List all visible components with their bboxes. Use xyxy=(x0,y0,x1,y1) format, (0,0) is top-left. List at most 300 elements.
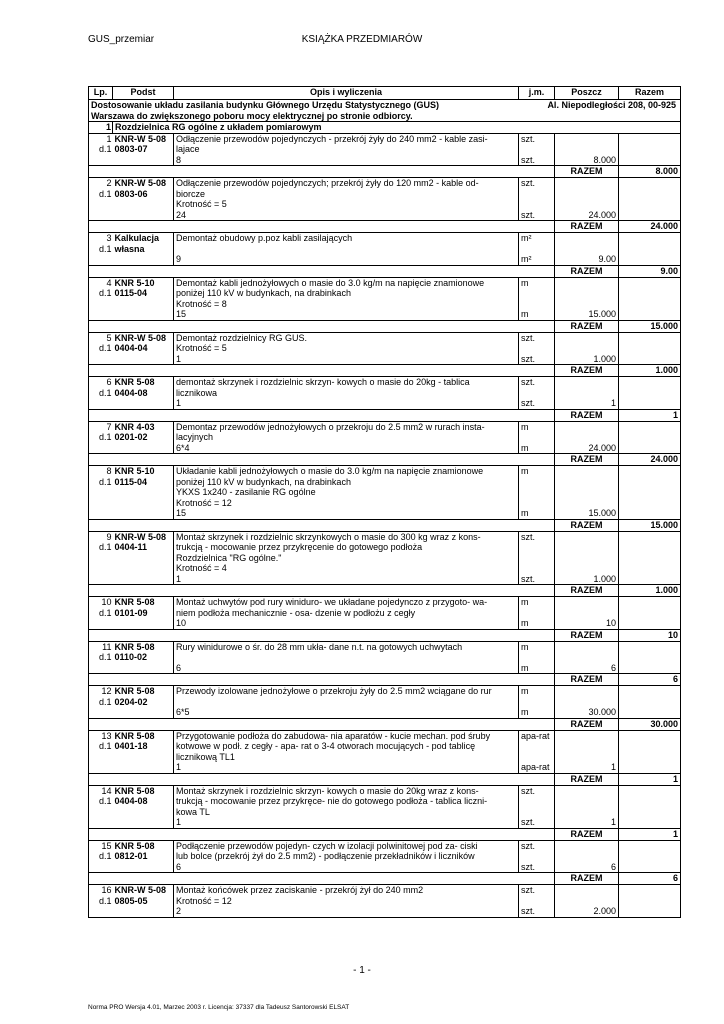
item-blank xyxy=(619,574,681,585)
item-blank xyxy=(555,896,619,907)
razem-row xyxy=(89,674,681,686)
item-blank xyxy=(519,144,555,155)
item-blank xyxy=(555,652,619,663)
razem-total: 15.000 xyxy=(619,320,681,332)
razem-spacer xyxy=(89,519,555,531)
table-row-continuation xyxy=(89,752,681,763)
item-d-code: d.1 xyxy=(89,652,113,663)
razem-row xyxy=(89,454,681,466)
razem-row xyxy=(89,365,681,377)
item-blank xyxy=(113,862,174,873)
item-blank xyxy=(113,155,174,166)
table-row xyxy=(89,466,681,477)
table-row-continuation xyxy=(89,906,681,917)
razem-spacer xyxy=(89,409,555,421)
item-calc-unit: m xyxy=(519,618,555,629)
table-row xyxy=(89,332,681,343)
razem-total: 30.000 xyxy=(619,718,681,730)
item-blank xyxy=(89,553,113,564)
item-blank xyxy=(555,466,619,477)
item-number: 15 xyxy=(89,840,113,851)
item-blank xyxy=(619,178,681,189)
item-blank xyxy=(519,796,555,807)
item-blank xyxy=(555,851,619,862)
table-row-continuation xyxy=(89,388,681,399)
item-blank xyxy=(519,477,555,488)
item-description-line: Układanie kabli jednożyłowych o masie do 3.0 kg/m na napięcie znamionowe xyxy=(174,466,519,477)
table-row-continuation xyxy=(89,796,681,807)
item-blank xyxy=(519,244,555,255)
table-row-continuation xyxy=(89,244,681,255)
item-blank xyxy=(519,288,555,299)
item-blank xyxy=(89,299,113,310)
col-header-poszcz: Poszcz xyxy=(555,87,619,100)
item-blank xyxy=(619,354,681,365)
item-calculation: 1 xyxy=(174,574,519,585)
item-blank xyxy=(89,707,113,718)
razem-total: 9.00 xyxy=(619,265,681,277)
item-unit: szt. xyxy=(519,377,555,388)
item-blank xyxy=(619,443,681,454)
item-blank xyxy=(619,762,681,773)
table-row-continuation xyxy=(89,487,681,498)
page-number: - 1 - xyxy=(353,965,371,976)
razem-label: RAZEM xyxy=(555,519,619,531)
item-unit: m xyxy=(519,686,555,697)
razem-total: 1 xyxy=(619,828,681,840)
item-basis: Kalkulacja xyxy=(113,233,174,244)
razem-total: 1 xyxy=(619,409,681,421)
item-calc-unit: szt. xyxy=(519,862,555,873)
table-row-continuation xyxy=(89,189,681,200)
item-description-line: YKXS 1x240 - zasilanie RG ogólne xyxy=(174,487,519,498)
item-blank xyxy=(113,508,174,519)
razem-spacer xyxy=(89,773,555,785)
item-blank xyxy=(619,652,681,663)
table-row xyxy=(89,785,681,796)
razem-row xyxy=(89,773,681,785)
item-blank xyxy=(89,508,113,519)
item-calc-unit: m xyxy=(519,663,555,674)
item-blank xyxy=(619,785,681,796)
item-number: 10 xyxy=(89,597,113,608)
item-blank xyxy=(519,652,555,663)
item-unit: m² xyxy=(519,233,555,244)
table-row xyxy=(89,531,681,542)
razem-spacer xyxy=(89,674,555,686)
item-unit: szt. xyxy=(519,885,555,896)
item-basis-code: własna xyxy=(114,243,145,254)
item-blank xyxy=(519,896,555,907)
item-blank xyxy=(89,155,113,166)
item-quantity: 15.000 xyxy=(555,508,619,519)
item-blank xyxy=(519,563,555,574)
item-blank xyxy=(89,487,113,498)
item-calculation: 6*4 xyxy=(174,443,519,454)
item-blank xyxy=(113,254,174,265)
item-description-line: lajace xyxy=(174,144,519,155)
item-blank xyxy=(619,531,681,542)
item-basis: KNR 5-08 xyxy=(113,377,174,388)
item-description-line xyxy=(174,244,519,255)
item-blank xyxy=(555,432,619,443)
table-row-continuation xyxy=(89,508,681,519)
item-quantity: 30.000 xyxy=(555,707,619,718)
item-blank xyxy=(519,542,555,553)
item-blank xyxy=(619,277,681,288)
item-blank xyxy=(89,574,113,585)
item-number: 16 xyxy=(89,885,113,896)
item-unit: m xyxy=(519,641,555,652)
item-blank xyxy=(619,388,681,399)
item-blank xyxy=(113,299,174,310)
col-header-opis: Opis i wyliczenia xyxy=(174,87,519,100)
item-blank xyxy=(555,332,619,343)
item-blank xyxy=(619,796,681,807)
item-blank xyxy=(619,498,681,509)
item-unit: apa-rat xyxy=(519,730,555,741)
item-calculation: 6*5 xyxy=(174,707,519,718)
item-number: 6 xyxy=(89,377,113,388)
item-quantity: 1 xyxy=(555,817,619,828)
razem-total: 8.000 xyxy=(619,166,681,178)
item-description-line: niem podłoża mechanicznie - osa- dzenie w podłożu z cegły xyxy=(174,608,519,619)
razem-row xyxy=(89,718,681,730)
item-blank xyxy=(619,618,681,629)
item-number: 13 xyxy=(89,730,113,741)
item-blank xyxy=(113,199,174,210)
table-row xyxy=(89,840,681,851)
table-row-continuation xyxy=(89,432,681,443)
item-blank xyxy=(89,398,113,409)
item-description-line: Krotność = 8 xyxy=(174,299,519,310)
table-row-continuation xyxy=(89,299,681,310)
item-quantity: 1 xyxy=(555,398,619,409)
razem-row xyxy=(89,585,681,597)
item-blank xyxy=(113,752,174,763)
table-row-continuation xyxy=(89,896,681,907)
item-basis-code: 0404-08 xyxy=(114,387,148,398)
razem-spacer xyxy=(89,873,555,885)
header-document-name: GUS_przemiar xyxy=(88,34,155,45)
item-blank xyxy=(555,233,619,244)
table-row-continuation xyxy=(89,443,681,454)
item-blank xyxy=(555,553,619,564)
item-basis: KNR-W 5-08 xyxy=(113,133,174,144)
item-blank xyxy=(555,597,619,608)
item-description-line: Rozdzielnica "RG ogólne." xyxy=(174,553,519,564)
item-description-line: biorcze xyxy=(174,189,519,200)
razem-label: RAZEM xyxy=(555,409,619,421)
razem-label: RAZEM xyxy=(555,629,619,641)
table-row-continuation xyxy=(89,663,681,674)
item-basis-code: 0115-04 xyxy=(114,288,148,298)
item-calc-unit: m xyxy=(519,508,555,519)
item-unit: szt. xyxy=(519,332,555,343)
item-blank xyxy=(555,189,619,200)
item-blank xyxy=(519,807,555,818)
item-blank xyxy=(519,752,555,763)
razem-total: 6 xyxy=(619,674,681,686)
item-blank xyxy=(113,498,174,509)
item-description-line: poniżej 110 kV w budynkach, na drabinkach xyxy=(174,288,519,299)
razem-spacer xyxy=(89,221,555,233)
item-description-line xyxy=(174,652,519,663)
item-blank xyxy=(89,762,113,773)
item-blank xyxy=(619,697,681,708)
item-basis-code: 0401-18 xyxy=(114,741,148,751)
razem-label: RAZEM xyxy=(555,773,619,785)
item-basis-code: 0115-04 xyxy=(114,476,148,487)
software-license-note: Norma PRO Wersja 4.01, Marzec 2003 r. Licencja: 37337 dla Tadeusz Santorowski ELSAT xyxy=(88,1004,350,1011)
section-title: Rozdzielnica RG ogólne z układem pomiarowym xyxy=(113,122,681,134)
razem-spacer xyxy=(89,828,555,840)
header-title: KSIĄŻKA PRZEDMIARÓW xyxy=(301,34,423,45)
item-description-line: Demontaż kabli jednożyłowych o masie do 3.0 kg/m na napięcie znamionowe xyxy=(174,277,519,288)
table-row-continuation xyxy=(89,608,681,619)
table-row-continuation xyxy=(89,254,681,265)
item-blank xyxy=(519,697,555,708)
razem-row xyxy=(89,221,681,233)
item-blank xyxy=(619,840,681,851)
item-number: 3 xyxy=(89,233,113,244)
item-blank xyxy=(519,608,555,619)
razem-label: RAZEM xyxy=(555,873,619,885)
table-header-row xyxy=(89,87,681,100)
item-calculation: 1 xyxy=(174,762,519,773)
item-basis: KNR-W 5-08 xyxy=(113,885,174,896)
item-calc-unit: m xyxy=(519,707,555,718)
razem-label: RAZEM xyxy=(555,166,619,178)
table-row-continuation xyxy=(89,498,681,509)
item-description-line: lacyjnych xyxy=(174,432,519,443)
item-calculation: 2 xyxy=(174,906,519,917)
item-description-line: Demontaż obudowy p.poz kabli zasilających xyxy=(174,233,519,244)
item-basis-code: 0812-01 xyxy=(114,851,148,861)
item-calc-unit: m xyxy=(519,443,555,454)
item-blank xyxy=(519,432,555,443)
item-blank xyxy=(619,377,681,388)
item-blank xyxy=(555,531,619,542)
item-number: 7 xyxy=(89,421,113,432)
item-description-line: kowa TL xyxy=(174,807,519,818)
table-row xyxy=(89,730,681,741)
item-calc-unit: szt. xyxy=(519,906,555,917)
item-blank xyxy=(519,189,555,200)
item-blank xyxy=(113,563,174,574)
item-blank xyxy=(89,254,113,265)
razem-label: RAZEM xyxy=(555,454,619,466)
item-blank xyxy=(519,553,555,564)
item-blank xyxy=(113,663,174,674)
table-row-continuation xyxy=(89,697,681,708)
razem-total: 1.000 xyxy=(619,365,681,377)
razem-spacer xyxy=(89,320,555,332)
item-blank xyxy=(113,487,174,498)
item-number: 14 xyxy=(89,785,113,796)
table-row xyxy=(89,421,681,432)
item-blank xyxy=(619,432,681,443)
table-row-continuation xyxy=(89,618,681,629)
item-basis-code: 0201-02 xyxy=(114,432,148,442)
item-blank xyxy=(555,785,619,796)
item-basis-code: 0803-07 xyxy=(114,144,148,154)
table-row-continuation xyxy=(89,817,681,828)
razem-total: 1 xyxy=(619,773,681,785)
item-blank xyxy=(113,707,174,718)
item-quantity: 24.000 xyxy=(555,210,619,221)
item-blank xyxy=(113,618,174,629)
razem-spacer xyxy=(89,718,555,730)
razem-total: 6 xyxy=(619,873,681,885)
item-unit: szt. xyxy=(519,133,555,144)
item-blank xyxy=(555,686,619,697)
item-blank xyxy=(619,608,681,619)
item-blank xyxy=(89,752,113,763)
table-row-continuation xyxy=(89,477,681,488)
item-description-line: licznikową TL1 xyxy=(174,752,519,763)
item-blank xyxy=(619,244,681,255)
item-blank xyxy=(555,377,619,388)
item-blank xyxy=(89,354,113,365)
item-description-line: Rury winidurowe o śr. do 28 mm ukła- dane n.t. na gotowych uchwytach xyxy=(174,641,519,652)
table-row-continuation xyxy=(89,542,681,553)
razem-label: RAZEM xyxy=(555,585,619,597)
table-row-continuation xyxy=(89,144,681,155)
item-basis: KNR 5-08 xyxy=(113,641,174,652)
item-number: 9 xyxy=(89,531,113,542)
item-blank xyxy=(113,210,174,221)
item-blank xyxy=(555,477,619,488)
table-row xyxy=(89,885,681,896)
item-unit: m xyxy=(519,421,555,432)
razem-total: 1.000 xyxy=(619,585,681,597)
col-header-podst: Podst xyxy=(113,87,174,100)
item-basis: KNR-W 5-08 xyxy=(113,531,174,542)
item-blank xyxy=(555,178,619,189)
item-blank xyxy=(619,906,681,917)
item-blank xyxy=(519,299,555,310)
item-blank xyxy=(619,817,681,828)
item-quantity: 1 xyxy=(555,762,619,773)
item-number: 1 xyxy=(89,133,113,144)
item-d-code: d.1 xyxy=(89,144,113,155)
razem-label: RAZEM xyxy=(555,718,619,730)
section-number: 1 xyxy=(89,122,113,134)
item-d-code: d.1 xyxy=(89,477,113,488)
item-description-line: Demontaż rozdzielnicy RG GUS. xyxy=(174,332,519,343)
item-number: 8 xyxy=(89,466,113,477)
item-quantity: 6 xyxy=(555,862,619,873)
item-basis: KNR 5-10 xyxy=(113,466,174,477)
item-description-line: kotwowe w podł. z cegły - apa- rat o 3-4 otworach mocujących - pod tablicę xyxy=(174,741,519,752)
item-blank xyxy=(555,199,619,210)
item-blank xyxy=(555,752,619,763)
item-blank xyxy=(619,144,681,155)
item-blank xyxy=(113,807,174,818)
item-blank xyxy=(555,487,619,498)
item-description-line: Przewody izolowane jednożyłowe o przekroju żyły do 2.5 mm2 wciągane do rur xyxy=(174,686,519,697)
item-blank xyxy=(619,807,681,818)
razem-total: 24.000 xyxy=(619,221,681,233)
item-blank xyxy=(619,686,681,697)
table-row-continuation xyxy=(89,199,681,210)
item-blank xyxy=(619,730,681,741)
razem-row xyxy=(89,166,681,178)
razem-spacer xyxy=(89,365,555,377)
item-blank xyxy=(619,199,681,210)
item-blank xyxy=(619,508,681,519)
item-blank xyxy=(89,663,113,674)
item-blank xyxy=(89,443,113,454)
item-blank xyxy=(519,199,555,210)
item-blank xyxy=(619,133,681,144)
item-blank xyxy=(619,299,681,310)
item-basis: KNR-W 5-08 xyxy=(113,178,174,189)
item-d-code: d.1 xyxy=(89,741,113,752)
item-basis-code: 0805-05 xyxy=(114,895,148,906)
item-blank xyxy=(555,343,619,354)
col-header-razem: Razem xyxy=(619,87,681,100)
razem-spacer xyxy=(89,166,555,178)
item-calc-unit: szt. xyxy=(519,155,555,166)
item-blank xyxy=(113,762,174,773)
table-row xyxy=(89,133,681,144)
item-blank xyxy=(619,542,681,553)
item-number: 12 xyxy=(89,686,113,697)
item-blank xyxy=(555,730,619,741)
item-calc-unit: szt. xyxy=(519,817,555,828)
item-description-line xyxy=(174,697,519,708)
item-blank xyxy=(89,309,113,320)
table-row-continuation xyxy=(89,354,681,365)
item-blank xyxy=(519,851,555,862)
col-header-lp: Lp. xyxy=(89,87,113,100)
item-d-code: d.1 xyxy=(89,851,113,862)
item-description-line: Demontaz przewodów jednożyłowych o przekroju do 2.5 mm2 w rurach insta- xyxy=(174,421,519,432)
item-calculation: 1 xyxy=(174,398,519,409)
item-calc-unit: szt. xyxy=(519,354,555,365)
item-description-line: Podłączenie przewodów pojedyn- czych w izolacji polwinitowej pod za- ciski xyxy=(174,840,519,851)
item-blank xyxy=(619,309,681,320)
razem-label: RAZEM xyxy=(555,320,619,332)
item-blank xyxy=(519,741,555,752)
item-description-line: Krotność = 12 xyxy=(174,896,519,907)
razem-label: RAZEM xyxy=(555,674,619,686)
item-blank xyxy=(113,574,174,585)
item-description-line: Montaż uchwytów pod rury winiduro- we układane pojedynczo z przygoto- wa- xyxy=(174,597,519,608)
item-unit: m xyxy=(519,277,555,288)
item-d-code: d.1 xyxy=(89,896,113,907)
item-blank xyxy=(619,477,681,488)
razem-row xyxy=(89,629,681,641)
item-basis-code: 0110-02 xyxy=(114,652,148,662)
project-title-row xyxy=(89,100,681,122)
item-description-line: Krotność = 4 xyxy=(174,563,519,574)
table-row-continuation xyxy=(89,309,681,320)
razem-total: 15.000 xyxy=(619,519,681,531)
item-basis-code: 0204-02 xyxy=(114,696,148,707)
item-calc-unit: m² xyxy=(519,254,555,265)
item-unit: szt. xyxy=(519,785,555,796)
item-blank xyxy=(89,563,113,574)
item-blank xyxy=(89,862,113,873)
table-row xyxy=(89,277,681,288)
table-row-continuation xyxy=(89,851,681,862)
table-row-continuation xyxy=(89,210,681,221)
item-blank xyxy=(519,498,555,509)
table-row-continuation xyxy=(89,574,681,585)
